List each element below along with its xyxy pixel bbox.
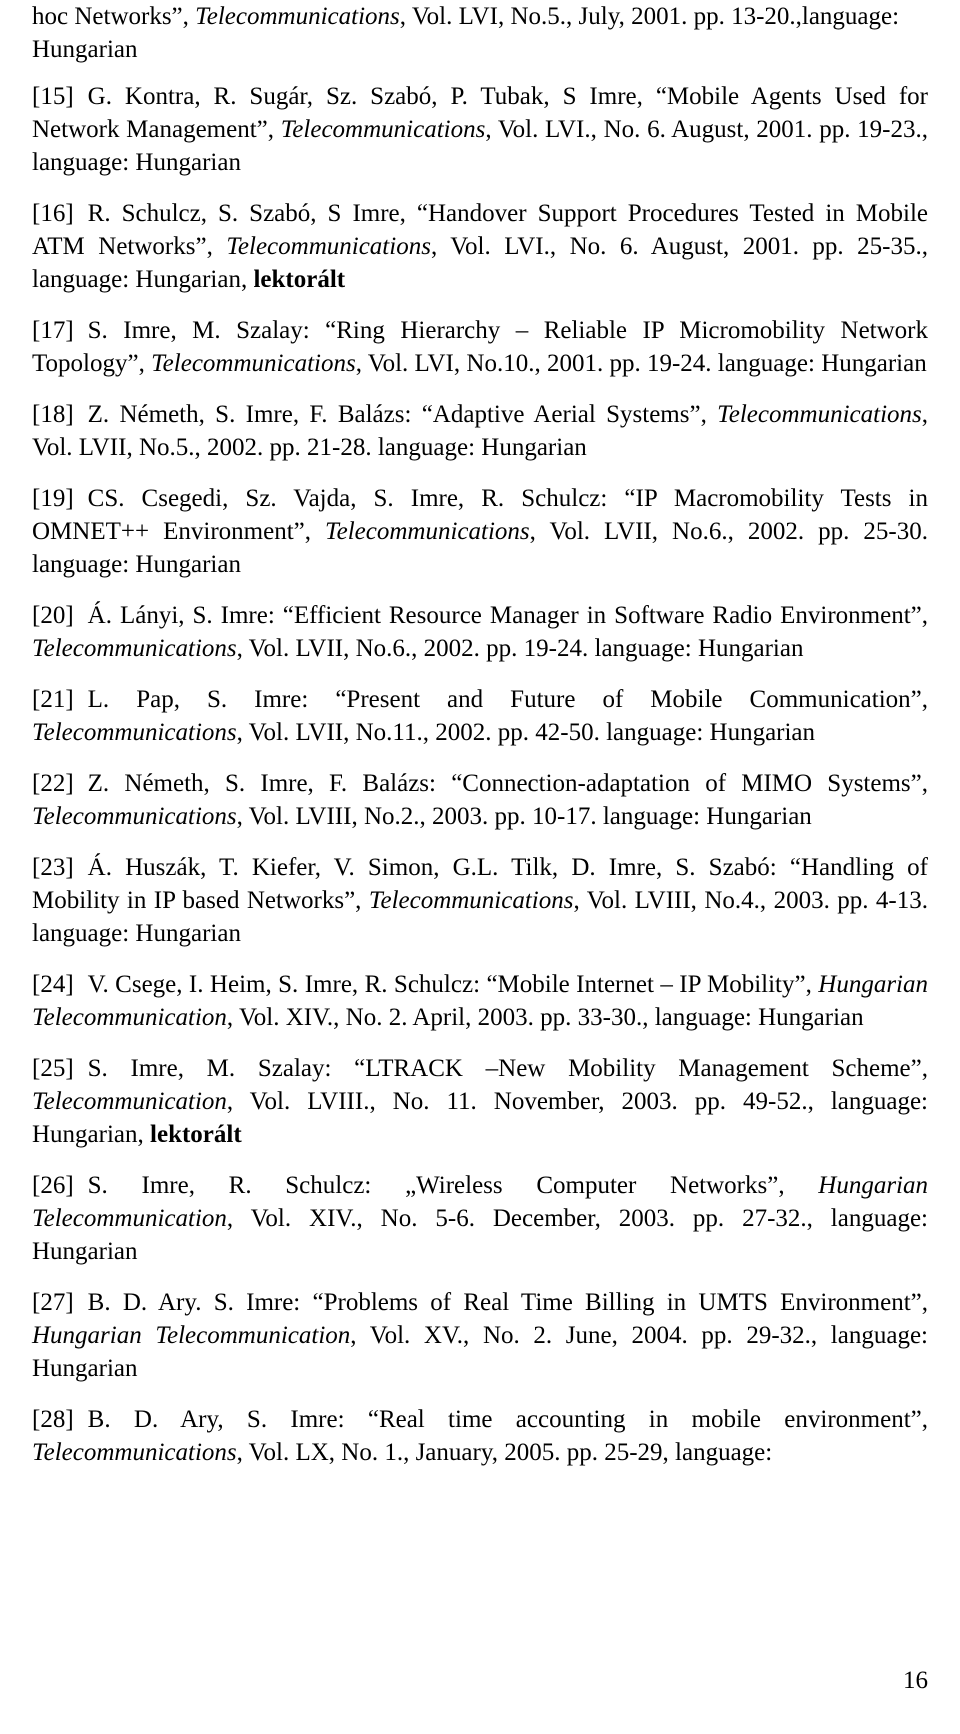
ref-number: [28] [32,1406,74,1433]
ref-journal: Telecommunications [717,401,922,428]
ref-post: , Vol. LVII, No.6., 2002. pp. 19-24. language: Hungarian [236,635,804,662]
ref-post: , Vol. LVIII, No.2., 2003. pp. 10-17. language: Hungarian [236,803,812,830]
ref-journal: Hungarian Telecommunication [32,1322,351,1349]
reference-22 [32,767,928,833]
ref-journal: Telecommunications [195,3,400,30]
ref-number: [23] [32,854,74,881]
ref-post: , Vol. LVII, No.11., 2002. pp. 42-50. language: Hungarian [236,719,816,746]
ref-number: [27] [32,1289,74,1316]
ref-journal: Telecommunications [32,803,237,830]
ref-number: [26] [32,1172,74,1199]
reference-19 [32,482,928,581]
ref-number: [22] [32,770,74,797]
ref-post: , Vol. LVIII, No.4., 2003. pp. 4-13. language: Hungarian [32,887,928,947]
ref-pre: B. D. Ary, S. Imre: “Real time accounting in mobile environment”, [87,1406,928,1433]
reference-16 [32,197,928,296]
ref-post: , Vol. LVI., No. 6. August, 2001. pp. 19-23., language: Hungarian [32,116,928,176]
ref-pre: hoc Networks”, [32,3,196,30]
ref-pre: V. Csege, I. Heim, S. Imre, R. Schulcz: “Mobile Internet – IP Mobility”, [87,971,819,998]
ref-number: [15] [32,83,74,110]
ref-pre: Á. Huszák, T. Kiefer, V. Simon, G.L. Tilk, D. Imre, S. Szabó: “Handling of Mobility in IP based Networks”, [32,854,928,914]
ref-journal: Telecommunications [325,518,530,545]
ref-number: [16] [32,200,74,227]
ref-pre: G. Kontra, R. Sugár, Sz. Szabó, P. Tubak, S Imre, “Mobile Agents Used for Network Management”, [32,83,928,143]
ref-post: , Vol. LVI, No.5., July, 2001. pp. 13-20.,language: Hungarian [32,3,900,63]
ref-number: [21] [32,686,74,713]
reference-26 [32,1169,928,1268]
ref-journal: Hungarian Telecommunication [32,1172,928,1232]
ref-pre: S. Imre, M. Szalay: “LTRACK –New Mobility Management Scheme”, [87,1055,928,1082]
ref-pre: Á. Lányi, S. Imre: “Efficient Resource Manager in Software Radio Environment”, [87,602,928,629]
reference-list [32,0,928,1469]
ref-number: [20] [32,602,74,629]
reference-15 [32,80,928,179]
ref-journal: Telecommunications [32,635,237,662]
ref-post: , Vol. LVII, No.5., 2002. pp. 21-28. language: Hungarian [32,401,928,461]
page-number: 16 [903,1667,928,1694]
reference-20 [32,599,928,665]
ref-journal: Telecommunications [226,233,431,260]
ref-post: , Vol. LVIII., No. 11. November, 2003. pp. 49-52., language: Hungarian, [32,1088,928,1148]
ref-journal: Telecommunications [151,350,356,377]
ref-pre: CS. Csegedi, Sz. Vajda, S. Imre, R. Schulcz: “IP Macromobility Tests in OMNET++ Environment”, [32,485,928,545]
reference-24 [32,968,928,1034]
ref-number: [18] [32,401,74,428]
reference-28 [32,1403,928,1469]
ref-reviewed-tag: lektorált [253,266,346,293]
ref-post: , Vol. XV., No. 2. June, 2004. pp. 29-32., language: Hungarian [32,1322,928,1382]
ref-post: , Vol. LVII, No.6., 2002. pp. 25-30. language: Hungarian [32,518,928,578]
reference-21 [32,683,928,749]
ref-journal: Telecommunications [368,887,574,914]
reference-17 [32,314,928,380]
ref-post: , Vol. XIV., No. 5-6. December, 2003. pp. 27-32., language: Hungarian [32,1205,928,1265]
ref-number: [19] [32,485,74,512]
ref-journal: Telecommunications [32,1439,237,1466]
ref-journal: Telecommunication [32,1088,227,1115]
ref-number: [24] [32,971,74,998]
ref-post: , Vol. LVI, No.10., 2001. pp. 19-24. language: Hungarian [355,350,927,377]
ref-pre: Z. Németh, S. Imre, F. Balázs: “Adaptive Aerial Systems”, [87,401,718,428]
ref-pre: S. Imre, M. Szalay: “Ring Hierarchy – Reliable IP Micromobility Network Topology”, [32,317,928,377]
ref-post: , Vol. LX, No. 1., January, 2005. pp. 25-29, language: [236,1439,773,1466]
ref-number: [25] [32,1055,74,1082]
ref-number: [17] [32,317,74,344]
ref-pre: B. D. Ary. S. Imre: “Problems of Real Time Billing in UMTS Environment”, [87,1289,928,1316]
ref-post: , Vol. XIV., No. 2. April, 2003. pp. 33-30., language: Hungarian [226,1004,864,1031]
ref-journal: Hungarian Telecommunication [32,971,928,1031]
ref-pre: S. Imre, R. Schulcz: „Wireless Computer Networks”, [87,1172,819,1199]
reference-18 [32,398,928,464]
ref-reviewed-tag: lektorált [150,1121,242,1148]
ref-pre: Z. Németh, S. Imre, F. Balázs: “Connection-adaptation of MIMO Systems”, [87,770,928,797]
ref-pre: L. Pap, S. Imre: “Present and Future of Mobile Communication”, [87,686,928,713]
reference-23 [32,851,928,950]
ref-post: , Vol. LVI., No. 6. August, 2001. pp. 25-35., language: Hungarian, [32,233,928,293]
reference-continuation [32,0,928,66]
reference-25 [32,1052,928,1151]
ref-journal: Telecommunications [32,719,237,746]
ref-journal: Telecommunications [280,116,486,143]
reference-27 [32,1286,928,1385]
ref-pre: R. Schulcz, S. Szabó, S Imre, “Handover Support Procedures Tested in Mobile ATM Networks”, [32,200,928,260]
